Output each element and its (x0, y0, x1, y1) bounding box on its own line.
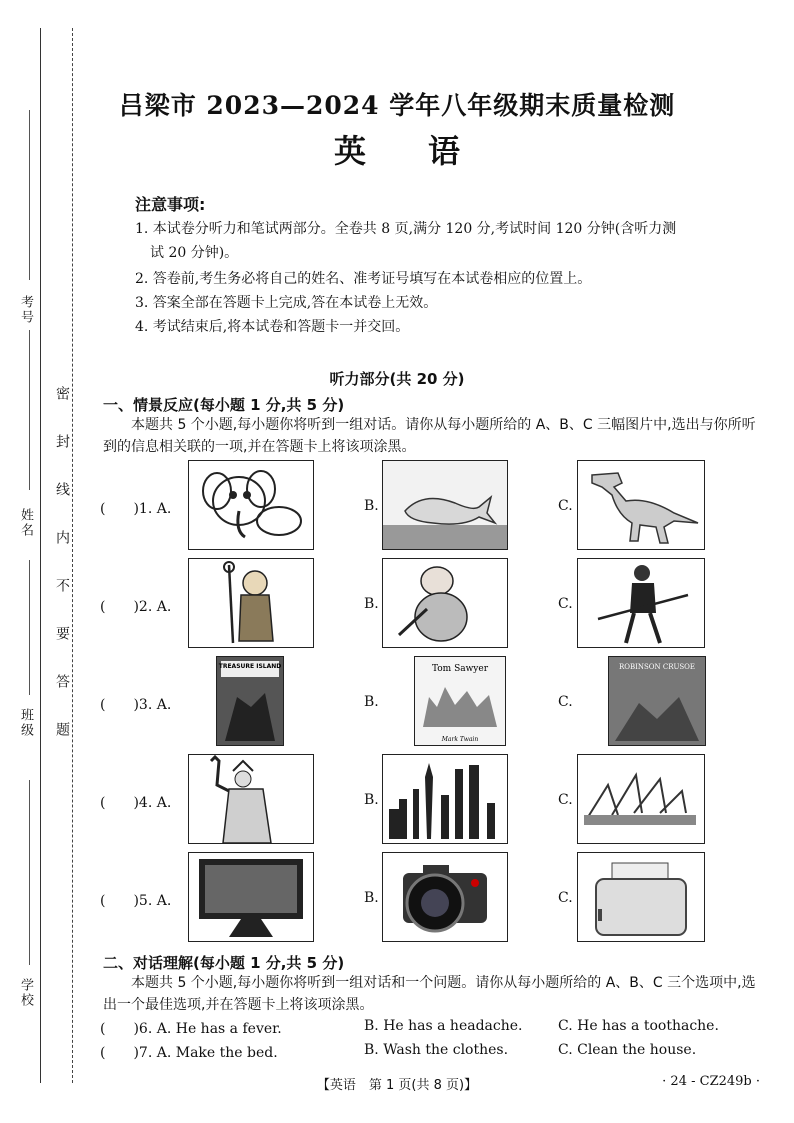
paper-code: · 24 - CZ249b · (662, 1074, 760, 1089)
exam-title: 吕梁市 2023—2024 学年八年级期末质量检测 (118, 91, 676, 120)
option-b-label: B. (364, 498, 379, 514)
listening-heading: 听力部分(共 20 分) (329, 370, 465, 388)
question-label: ( )1. A. (100, 501, 172, 517)
question-row-1 (0, 460, 794, 550)
subject-title: 英语 (333, 132, 522, 170)
cover-author: Mark Twain (441, 736, 479, 743)
whale-icon[interactable] (382, 460, 508, 550)
question-label: ( )4. A. (100, 795, 172, 811)
book-cover-icon[interactable] (216, 656, 284, 746)
city-skyline-icon[interactable] (382, 754, 508, 844)
option-b-label: B. (364, 792, 379, 808)
note-item: 2. 答卷前,考生务必将自己的姓名、准考证号填写在本试卷相应的位置上。 (135, 271, 592, 287)
monkey-king-icon[interactable] (188, 558, 314, 648)
question-row-5 (0, 852, 794, 942)
option-b-label: B. (364, 694, 379, 710)
toaster-icon[interactable] (577, 852, 705, 942)
option-c-label: C. (558, 890, 573, 906)
option-c-label: C. (558, 792, 573, 808)
option-c-label: C. (558, 498, 573, 514)
cover-title-1: TREASURE ISLAND (218, 663, 282, 670)
question-row-2 (0, 558, 794, 648)
note-item: 3. 答案全部在答题卡上完成,答在本试卷上无效。 (135, 295, 438, 311)
book-cover-icon[interactable] (414, 656, 506, 746)
question-6-option-b[interactable]: B. He has a headache. (364, 1018, 523, 1034)
part2-instruction: 本题共 5 个小题,每小题你将听到一组对话和一个问题。请你从每小题所给的 A、B、C 三个选项中,选出一个最佳选项,并在答题卡上将该项涂黑。 (103, 975, 756, 1013)
note-item: 试 20 分钟)。 (150, 245, 239, 261)
pigsy-icon[interactable] (382, 558, 508, 648)
name-label: 姓名 (18, 508, 33, 538)
question-7-option-a[interactable]: ( )7. A. Make the bed. (100, 1045, 278, 1061)
page-footer: 【英语 第 1 页(共 8 页)】 (316, 1078, 478, 1093)
part1-instruction: 本题共 5 个小题,每小题你将听到一组对话。请你从每小题所给的 A、B、C 三幅图片中,选出与你所听到的信息相关联的一项,并在答题卡上将该项涂黑。 (103, 417, 756, 455)
seal-warning: 密封线内不要答题 (54, 386, 70, 770)
part2-title: 二、对话理解(每小题 1 分,共 5 分) (103, 954, 345, 972)
option-c-label: C. (558, 694, 573, 710)
question-6-option-c[interactable]: C. He has a toothache. (558, 1018, 719, 1034)
question-label: ( )5. A. (100, 893, 172, 909)
exam-number-label: 考号 (18, 295, 33, 325)
question-7-option-c[interactable]: C. Clean the house. (558, 1042, 697, 1058)
class-label: 班级 (18, 708, 33, 738)
notes-heading: 注意事项: (135, 195, 206, 214)
monitor-icon[interactable] (188, 852, 314, 942)
sha-monk-icon[interactable] (577, 558, 705, 648)
question-6-option-a[interactable]: ( )6. A. He has a fever. (100, 1021, 282, 1037)
school-label: 学校 (18, 978, 33, 1008)
part1-title: 一、情景反应(每小题 1 分,共 5 分) (103, 396, 345, 414)
opera-house-icon[interactable] (577, 754, 705, 844)
note-item: 1. 本试卷分听力和笔试两部分。全卷共 8 页,满分 120 分,考试时间 120 分钟(含听力测 (135, 221, 677, 237)
elephant-icon[interactable] (188, 460, 314, 550)
question-label: ( )2. A. (100, 599, 172, 615)
question-row-4 (0, 754, 794, 844)
cover-title-3: ROBINSON CRUSOE (618, 663, 696, 671)
cover-title-2: Tom Sawyer (431, 664, 489, 674)
statue-of-liberty-icon[interactable] (188, 754, 314, 844)
question-row-3 (0, 656, 794, 746)
question-label: ( )3. A. (100, 697, 172, 713)
camera-icon[interactable] (382, 852, 508, 942)
option-b-label: B. (364, 890, 379, 906)
book-cover-icon[interactable] (608, 656, 706, 746)
option-c-label: C. (558, 596, 573, 612)
question-7-option-b[interactable]: B. Wash the clothes. (364, 1042, 509, 1058)
note-item: 4. 考试结束后,将本试卷和答题卡一并交回。 (135, 319, 410, 335)
dinosaur-icon[interactable] (577, 460, 705, 550)
option-b-label: B. (364, 596, 379, 612)
